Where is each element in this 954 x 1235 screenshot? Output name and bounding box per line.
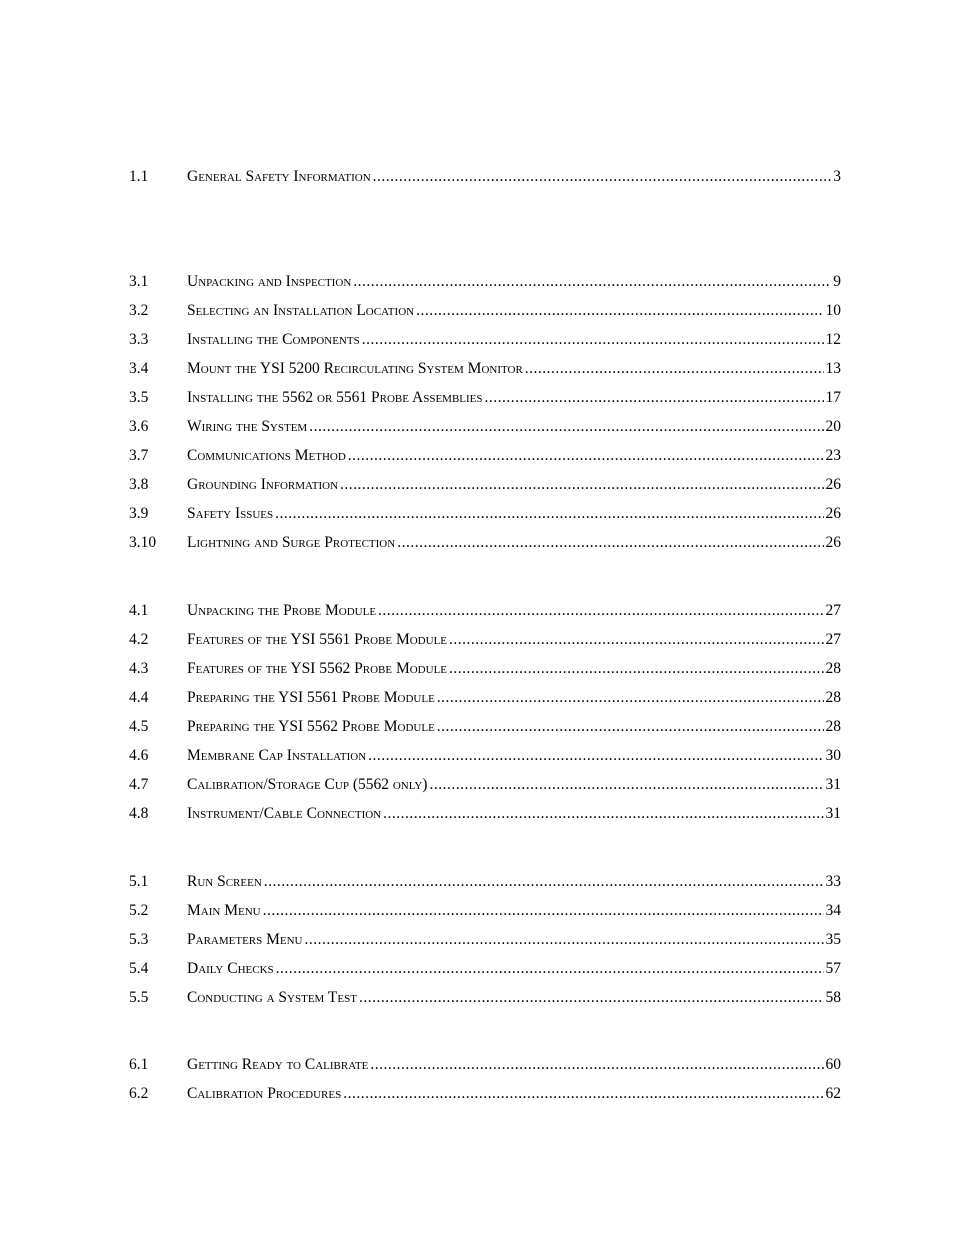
toc-dot-leader bbox=[437, 716, 824, 738]
toc-dot-leader bbox=[449, 629, 823, 651]
toc-entry-page: 35 bbox=[825, 931, 841, 948]
toc-entry-page: 34 bbox=[825, 902, 841, 919]
toc-entry-number: 5.4 bbox=[129, 960, 149, 977]
toc-entry-1-1[interactable] bbox=[129, 166, 841, 188]
toc-entry-page: 27 bbox=[825, 602, 841, 619]
toc-entry-number: 6.1 bbox=[129, 1056, 149, 1073]
toc-entry-title: General Safety Information bbox=[187, 168, 371, 185]
toc-entry-title: Installing the Components bbox=[187, 331, 360, 348]
toc-entry-number: 1.1 bbox=[129, 168, 149, 185]
toc-entry-3-10[interactable] bbox=[129, 532, 841, 554]
toc-entry-page: 27 bbox=[825, 631, 841, 648]
toc-entry-3-4[interactable] bbox=[129, 358, 841, 380]
toc-dot-leader bbox=[370, 1054, 823, 1076]
toc-entry-page: 62 bbox=[825, 1085, 841, 1102]
toc-entry-page: 31 bbox=[825, 776, 841, 793]
toc-entry-title: Run Screen bbox=[187, 873, 262, 890]
toc-entry-page: 28 bbox=[825, 660, 841, 677]
toc-entry-4-5[interactable] bbox=[129, 716, 841, 738]
toc-dot-leader bbox=[368, 745, 823, 767]
toc-entry-title: Membrane Cap Installation bbox=[187, 747, 367, 764]
toc-dot-leader bbox=[276, 958, 824, 980]
toc-entry-6-1[interactable] bbox=[129, 1054, 841, 1076]
toc-entry-title: Conducting a System Test bbox=[187, 989, 357, 1006]
toc-entry-number: 4.3 bbox=[129, 660, 149, 677]
toc-entry-page: 13 bbox=[825, 360, 841, 377]
toc-entry-title: Lightning and Surge Protection bbox=[187, 534, 396, 551]
toc-entry-number: 3.9 bbox=[129, 505, 149, 522]
toc-entry-title: Getting Ready to Calibrate bbox=[187, 1056, 369, 1073]
toc-entry-title: Unpacking and Inspection bbox=[187, 273, 352, 290]
toc-entry-5-1[interactable] bbox=[129, 871, 841, 893]
toc-dot-leader bbox=[429, 774, 823, 796]
toc-entry-page: 26 bbox=[825, 476, 841, 493]
toc-entry-3-6[interactable] bbox=[129, 416, 841, 438]
toc-dot-leader bbox=[449, 658, 823, 680]
toc-entry-6-2[interactable] bbox=[129, 1083, 841, 1105]
toc-entry-3-7[interactable] bbox=[129, 445, 841, 467]
toc-dot-leader bbox=[348, 445, 824, 467]
toc-dot-leader bbox=[309, 416, 823, 438]
toc-dot-leader bbox=[373, 166, 832, 188]
toc-entry-number: 4.4 bbox=[129, 689, 149, 706]
toc-entry-title: Unpacking the Probe Module bbox=[187, 602, 377, 619]
toc-entry-number: 3.6 bbox=[129, 418, 149, 435]
toc-entry-3-5[interactable] bbox=[129, 387, 841, 409]
toc-entry-title: Grounding Information bbox=[187, 476, 339, 493]
toc-entry-3-1[interactable] bbox=[129, 271, 841, 293]
toc-dot-leader bbox=[416, 300, 823, 322]
toc-entry-number: 5.1 bbox=[129, 873, 149, 890]
toc-entry-number: 4.1 bbox=[129, 602, 149, 619]
toc-entry-number: 4.7 bbox=[129, 776, 149, 793]
toc-entry-title: Selecting an Installation Location bbox=[187, 302, 415, 319]
toc-entry-3-2[interactable] bbox=[129, 300, 841, 322]
toc-entry-page: 23 bbox=[825, 447, 841, 464]
toc-entry-number: 4.5 bbox=[129, 718, 149, 735]
toc-entry-page: 26 bbox=[825, 534, 841, 551]
toc-entry-title: Parameters Menu bbox=[187, 931, 303, 948]
toc-entry-number: 5.5 bbox=[129, 989, 149, 1006]
toc-entry-title: Features of the YSI 5561 Probe Module bbox=[187, 631, 448, 648]
toc-entry-page: 28 bbox=[825, 689, 841, 706]
toc-entry-number: 3.4 bbox=[129, 360, 149, 377]
toc-entry-4-3[interactable] bbox=[129, 658, 841, 680]
toc-entry-number: 3.5 bbox=[129, 389, 149, 406]
toc-entry-title: Preparing the YSI 5562 Probe Module bbox=[187, 718, 435, 735]
toc-entry-number: 4.8 bbox=[129, 805, 149, 822]
toc-dot-leader bbox=[343, 1083, 823, 1105]
toc-dot-leader bbox=[437, 687, 824, 709]
toc-entry-number: 3.3 bbox=[129, 331, 149, 348]
toc-entry-page: 58 bbox=[825, 989, 841, 1006]
toc-entry-page: 33 bbox=[825, 873, 841, 890]
toc-entry-title: Installing the 5562 or 5561 Probe Assemblies bbox=[187, 389, 483, 406]
toc-dot-leader bbox=[383, 803, 823, 825]
toc-entry-title: Calibration Procedures bbox=[187, 1085, 342, 1102]
toc-entry-5-3[interactable] bbox=[129, 929, 841, 951]
toc-dot-leader bbox=[353, 271, 831, 293]
toc-entry-page: 60 bbox=[825, 1056, 841, 1073]
toc-entry-5-2[interactable] bbox=[129, 900, 841, 922]
toc-entry-title: Main Menu bbox=[187, 902, 261, 919]
toc-entry-page: 12 bbox=[825, 331, 841, 348]
toc-entry-page: 10 bbox=[825, 302, 841, 319]
toc-entry-4-2[interactable] bbox=[129, 629, 841, 651]
toc-entry-page: 3 bbox=[833, 168, 841, 185]
toc-entry-number: 3.2 bbox=[129, 302, 149, 319]
toc-entry-number: 3.1 bbox=[129, 273, 149, 290]
toc-dot-leader bbox=[340, 474, 823, 496]
toc-entry-4-6[interactable] bbox=[129, 745, 841, 767]
toc-entry-page: 20 bbox=[825, 418, 841, 435]
toc-entry-page: 31 bbox=[825, 805, 841, 822]
toc-entry-number: 6.2 bbox=[129, 1085, 149, 1102]
toc-entry-title: Mount the YSI 5200 Recirculating System Monitor bbox=[187, 360, 523, 377]
toc-entry-page: 17 bbox=[825, 389, 841, 406]
toc-entry-title: Instrument/Cable Connection bbox=[187, 805, 382, 822]
toc-entry-title: Features of the YSI 5562 Probe Module bbox=[187, 660, 448, 677]
toc-dot-leader bbox=[485, 387, 824, 409]
toc-entry-number: 4.6 bbox=[129, 747, 149, 764]
toc-entry-title: Daily Checks bbox=[187, 960, 274, 977]
toc-entry-title: Safety Issues bbox=[187, 505, 274, 522]
toc-entry-number: 3.10 bbox=[129, 534, 157, 551]
toc-entry-title: Communications Method bbox=[187, 447, 346, 464]
toc-entry-page: 30 bbox=[825, 747, 841, 764]
toc-entry-4-8[interactable] bbox=[129, 803, 841, 825]
toc-entry-5-5[interactable] bbox=[129, 987, 841, 1009]
toc-entry-3-9[interactable] bbox=[129, 503, 841, 525]
toc-entry-title: Wiring the System bbox=[187, 418, 308, 435]
toc-dot-leader bbox=[362, 329, 824, 351]
toc-entry-3-3[interactable] bbox=[129, 329, 841, 351]
toc-entry-4-7[interactable] bbox=[129, 774, 841, 796]
toc-entry-page: 9 bbox=[833, 273, 841, 290]
toc-dot-leader bbox=[378, 600, 823, 622]
toc-entry-3-8[interactable] bbox=[129, 474, 841, 496]
toc-entry-number: 5.2 bbox=[129, 902, 149, 919]
toc-entry-page: 28 bbox=[825, 718, 841, 735]
toc-entry-title: Preparing the YSI 5561 Probe Module bbox=[187, 689, 435, 706]
toc-dot-leader bbox=[264, 871, 824, 893]
toc-entry-4-1[interactable] bbox=[129, 600, 841, 622]
toc-entry-number: 3.7 bbox=[129, 447, 149, 464]
toc-dot-leader bbox=[275, 503, 823, 525]
toc-entry-page: 57 bbox=[825, 960, 841, 977]
toc-entry-4-4[interactable] bbox=[129, 687, 841, 709]
toc-dot-leader bbox=[525, 358, 824, 380]
toc-dot-leader bbox=[359, 987, 824, 1009]
toc-dot-leader bbox=[263, 900, 824, 922]
toc-entry-number: 5.3 bbox=[129, 931, 149, 948]
toc-dot-leader bbox=[305, 929, 824, 951]
toc-entry-title: Calibration/Storage Cup (5562 only) bbox=[187, 776, 428, 793]
toc-entry-page: 26 bbox=[825, 505, 841, 522]
toc-entry-number: 3.8 bbox=[129, 476, 149, 493]
toc-dot-leader bbox=[397, 532, 823, 554]
toc-entry-number: 4.2 bbox=[129, 631, 149, 648]
toc-entry-5-4[interactable] bbox=[129, 958, 841, 980]
